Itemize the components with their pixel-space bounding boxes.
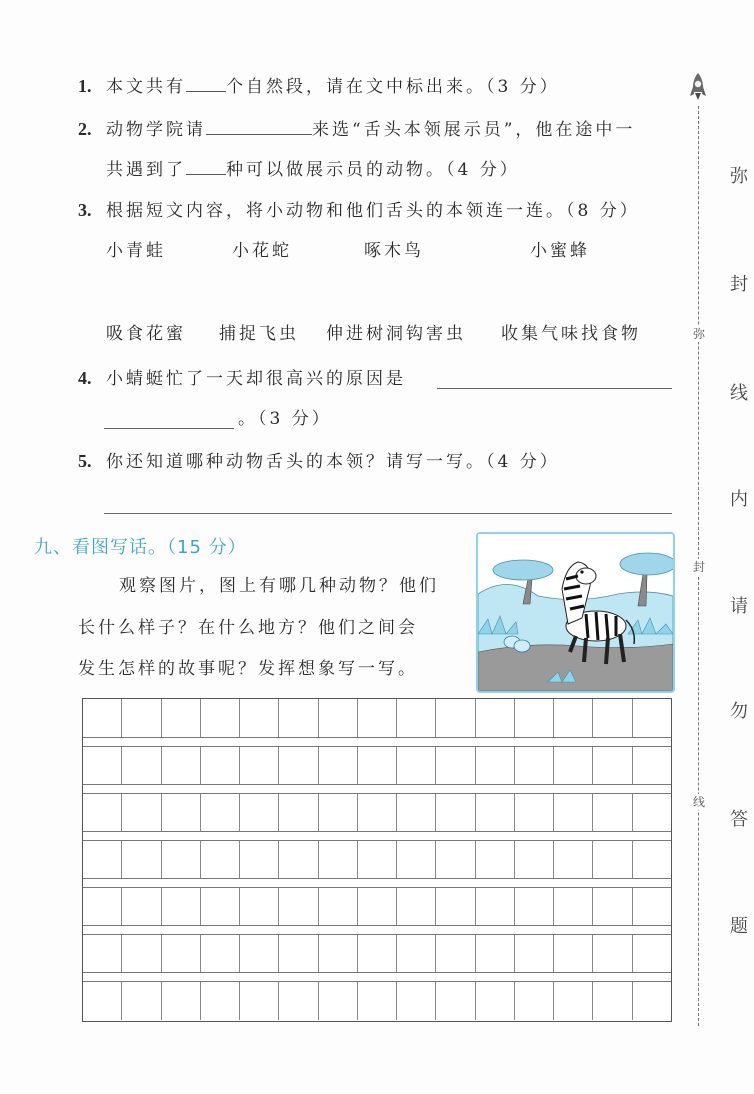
grid-cell[interactable] [397, 888, 436, 925]
grid-cell[interactable] [279, 747, 318, 784]
grid-cell[interactable] [593, 794, 632, 831]
answer-line[interactable] [104, 513, 672, 514]
question-text: 动物学院请 [106, 120, 206, 140]
grid-cell[interactable] [122, 935, 161, 972]
grid-cell[interactable] [436, 888, 475, 925]
grid-cell[interactable] [554, 747, 593, 784]
grid-cell[interactable] [515, 699, 554, 737]
grid-cell[interactable] [358, 935, 397, 972]
grid-cell[interactable] [593, 699, 632, 737]
question-text: 根据短文内容，将小动物和他们舌头的本领连一连。（8 分） [106, 201, 640, 221]
margin-notice-char: 勿 [730, 701, 748, 722]
grid-cell[interactable] [476, 888, 515, 925]
grid-cell[interactable] [397, 747, 436, 784]
grid-cell[interactable] [162, 982, 201, 1020]
grid-cell[interactable] [279, 888, 318, 925]
grid-cell[interactable] [633, 888, 671, 925]
grid-row [83, 887, 671, 926]
grid-cell[interactable] [593, 747, 632, 784]
grid-cell[interactable] [122, 841, 161, 878]
grid-cell[interactable] [554, 841, 593, 878]
match-animal-2[interactable]: 小花蛇 [232, 241, 292, 261]
grid-cell[interactable] [593, 888, 632, 925]
grid-cell[interactable] [201, 935, 240, 972]
grid-cell[interactable] [436, 699, 475, 737]
answer-blank[interactable] [186, 73, 226, 92]
grid-cell[interactable] [122, 982, 161, 1020]
question-text: 本文共有 [106, 77, 186, 97]
grid-cell[interactable] [319, 982, 358, 1020]
rocket-icon [689, 72, 707, 106]
prompt-line-3: 发生怎样的故事呢？发挥想象写一写。 [78, 659, 418, 679]
question-2 [78, 116, 635, 141]
match-ability-3[interactable]: 伸进树洞钩害虫 [326, 324, 466, 344]
grid-cell[interactable] [515, 841, 554, 878]
grid-row [83, 981, 671, 1020]
grid-cell[interactable] [633, 747, 671, 784]
grid-cell[interactable] [476, 982, 515, 1020]
margin-inner-label: 弥 [692, 327, 705, 341]
grid-row [83, 793, 671, 832]
question-number: 1. [78, 76, 92, 96]
grid-cell[interactable] [593, 841, 632, 878]
grid-cell[interactable] [319, 794, 358, 831]
match-animal-3[interactable]: 啄木鸟 [364, 241, 424, 261]
grid-cell[interactable] [554, 888, 593, 925]
grid-cell[interactable] [162, 935, 201, 972]
grid-cell[interactable] [162, 794, 201, 831]
grid-cell[interactable] [397, 841, 436, 878]
grid-cell[interactable] [83, 935, 122, 972]
grid-cell[interactable] [633, 982, 671, 1020]
grid-cell[interactable] [554, 982, 593, 1020]
grid-cell[interactable] [83, 982, 122, 1020]
grid-cell[interactable] [515, 747, 554, 784]
question-text: 种可以做展示员的动物。（4 分） [226, 160, 520, 180]
writing-grid[interactable] [82, 698, 672, 1022]
question-text: 小蜻蜓忙了一天却很高兴的原因是 [106, 369, 406, 389]
grid-row [83, 934, 671, 973]
question-number: 5. [78, 451, 92, 471]
margin-notice-char: 请 [730, 596, 748, 617]
margin-notice-char: 弥 [730, 166, 748, 187]
grid-cell[interactable] [397, 699, 436, 737]
grid-cell[interactable] [436, 747, 475, 784]
grid-cell[interactable] [319, 935, 358, 972]
grid-cell[interactable] [397, 935, 436, 972]
question-number: 4. [78, 368, 92, 388]
grid-cell[interactable] [633, 935, 671, 972]
grid-cell[interactable] [122, 888, 161, 925]
prompt-line-2: 长什么样子？在什么地方？他们之间会 [78, 618, 418, 638]
grid-cell[interactable] [436, 935, 475, 972]
question-text: 个自然段，请在文中标出来。（3 分） [226, 77, 560, 97]
question-text: 你还知道哪种动物舌头的本领？请写一写。（4 分） [106, 452, 560, 472]
zebra-picture [476, 532, 675, 693]
match-animal-1[interactable]: 小青蛙 [106, 241, 166, 261]
zebra-scene-illustration [478, 534, 673, 691]
grid-cell[interactable] [122, 699, 161, 737]
grid-cell[interactable] [162, 888, 201, 925]
grid-cell[interactable] [201, 747, 240, 784]
grid-cell[interactable] [83, 699, 122, 737]
grid-cell[interactable] [358, 888, 397, 925]
grid-cell[interactable] [279, 841, 318, 878]
grid-cell[interactable] [476, 794, 515, 831]
grid-cell[interactable] [319, 888, 358, 925]
grid-cell[interactable] [436, 794, 475, 831]
grid-cell[interactable] [279, 794, 318, 831]
margin-inner-label: 封 [692, 560, 705, 574]
grid-cell[interactable] [515, 982, 554, 1020]
grid-cell[interactable] [358, 841, 397, 878]
grid-cell[interactable] [358, 699, 397, 737]
margin-notice-char: 题 [730, 916, 748, 937]
grid-cell[interactable] [162, 699, 201, 737]
question-5 [78, 450, 560, 473]
grid-cell[interactable] [240, 841, 279, 878]
match-ability-1[interactable]: 吸食花蜜 [106, 324, 186, 344]
grid-cell[interactable] [358, 747, 397, 784]
grid-cell[interactable] [593, 935, 632, 972]
grid-cell[interactable] [279, 982, 318, 1020]
grid-cell[interactable] [554, 699, 593, 737]
grid-cell[interactable] [83, 747, 122, 784]
margin-notice-char: 答 [730, 809, 748, 830]
grid-row [83, 746, 671, 785]
grid-cell[interactable] [201, 794, 240, 831]
grid-cell[interactable] [201, 699, 240, 737]
grid-cell[interactable] [397, 794, 436, 831]
prompt-line-1: 观察图片，图上有哪几种动物？他们 [119, 576, 439, 596]
margin-notice-char: 线 [730, 383, 748, 404]
grid-cell[interactable] [279, 699, 318, 737]
match-ability-2[interactable]: 捕捉飞虫 [219, 324, 299, 344]
margin-notice-char: 内 [730, 489, 748, 510]
grid-cell[interactable] [554, 794, 593, 831]
match-ability-4[interactable]: 收集气味找食物 [501, 324, 641, 344]
grid-cell[interactable] [162, 841, 201, 878]
grid-cell[interactable] [436, 982, 475, 1020]
grid-cell[interactable] [476, 841, 515, 878]
grid-cell[interactable] [83, 888, 122, 925]
grid-cell[interactable] [515, 935, 554, 972]
grid-cell[interactable] [240, 747, 279, 784]
grid-cell[interactable] [476, 747, 515, 784]
margin-inner-label: 线 [692, 795, 705, 809]
grid-cell[interactable] [554, 935, 593, 972]
grid-cell[interactable] [476, 935, 515, 972]
grid-cell[interactable] [83, 841, 122, 878]
section-title: 九、看图写话。（15 分） [34, 537, 247, 558]
grid-cell[interactable] [201, 841, 240, 878]
question-number: 2. [78, 119, 92, 139]
grid-cell[interactable] [515, 794, 554, 831]
question-4 [78, 367, 406, 390]
grid-cell[interactable] [397, 982, 436, 1020]
grid-cell[interactable] [633, 841, 671, 878]
grid-cell[interactable] [201, 888, 240, 925]
question-number: 3. [78, 200, 92, 220]
grid-cell[interactable] [240, 935, 279, 972]
margin-notice-char: 封 [730, 274, 748, 295]
grid-cell[interactable] [593, 982, 632, 1020]
grid-row [83, 699, 671, 738]
grid-cell[interactable] [201, 982, 240, 1020]
grid-cell[interactable] [319, 841, 358, 878]
grid-cell[interactable] [358, 794, 397, 831]
answer-line[interactable] [104, 428, 234, 429]
question-text: 来选“舌头本领展示员”，他在途中一 [312, 120, 636, 140]
question-4-end: 。（3 分） [238, 409, 332, 429]
question-text: 共遇到了 [106, 160, 186, 180]
grid-cell[interactable] [122, 747, 161, 784]
grid-row [83, 840, 671, 879]
grid-cell[interactable] [240, 794, 279, 831]
grid-cell[interactable] [240, 982, 279, 1020]
grid-cell[interactable] [633, 794, 671, 831]
grid-cell[interactable] [633, 699, 671, 737]
grid-cell[interactable] [436, 841, 475, 878]
grid-cell[interactable] [515, 888, 554, 925]
question-3 [78, 199, 640, 222]
answer-blank[interactable] [186, 156, 226, 175]
grid-cell[interactable] [83, 794, 122, 831]
grid-cell[interactable] [279, 935, 318, 972]
grid-cell[interactable] [476, 699, 515, 737]
question-1 [78, 73, 560, 98]
answer-line[interactable] [437, 388, 672, 389]
grid-cell[interactable] [162, 747, 201, 784]
grid-cell[interactable] [240, 888, 279, 925]
answer-blank[interactable] [206, 116, 312, 135]
match-animal-4[interactable]: 小蜜蜂 [530, 241, 590, 261]
grid-cell[interactable] [358, 982, 397, 1020]
question-2-line2 [106, 156, 520, 181]
grid-cell[interactable] [319, 747, 358, 784]
grid-cell[interactable] [240, 699, 279, 737]
grid-cell[interactable] [319, 699, 358, 737]
grid-cell[interactable] [122, 794, 161, 831]
